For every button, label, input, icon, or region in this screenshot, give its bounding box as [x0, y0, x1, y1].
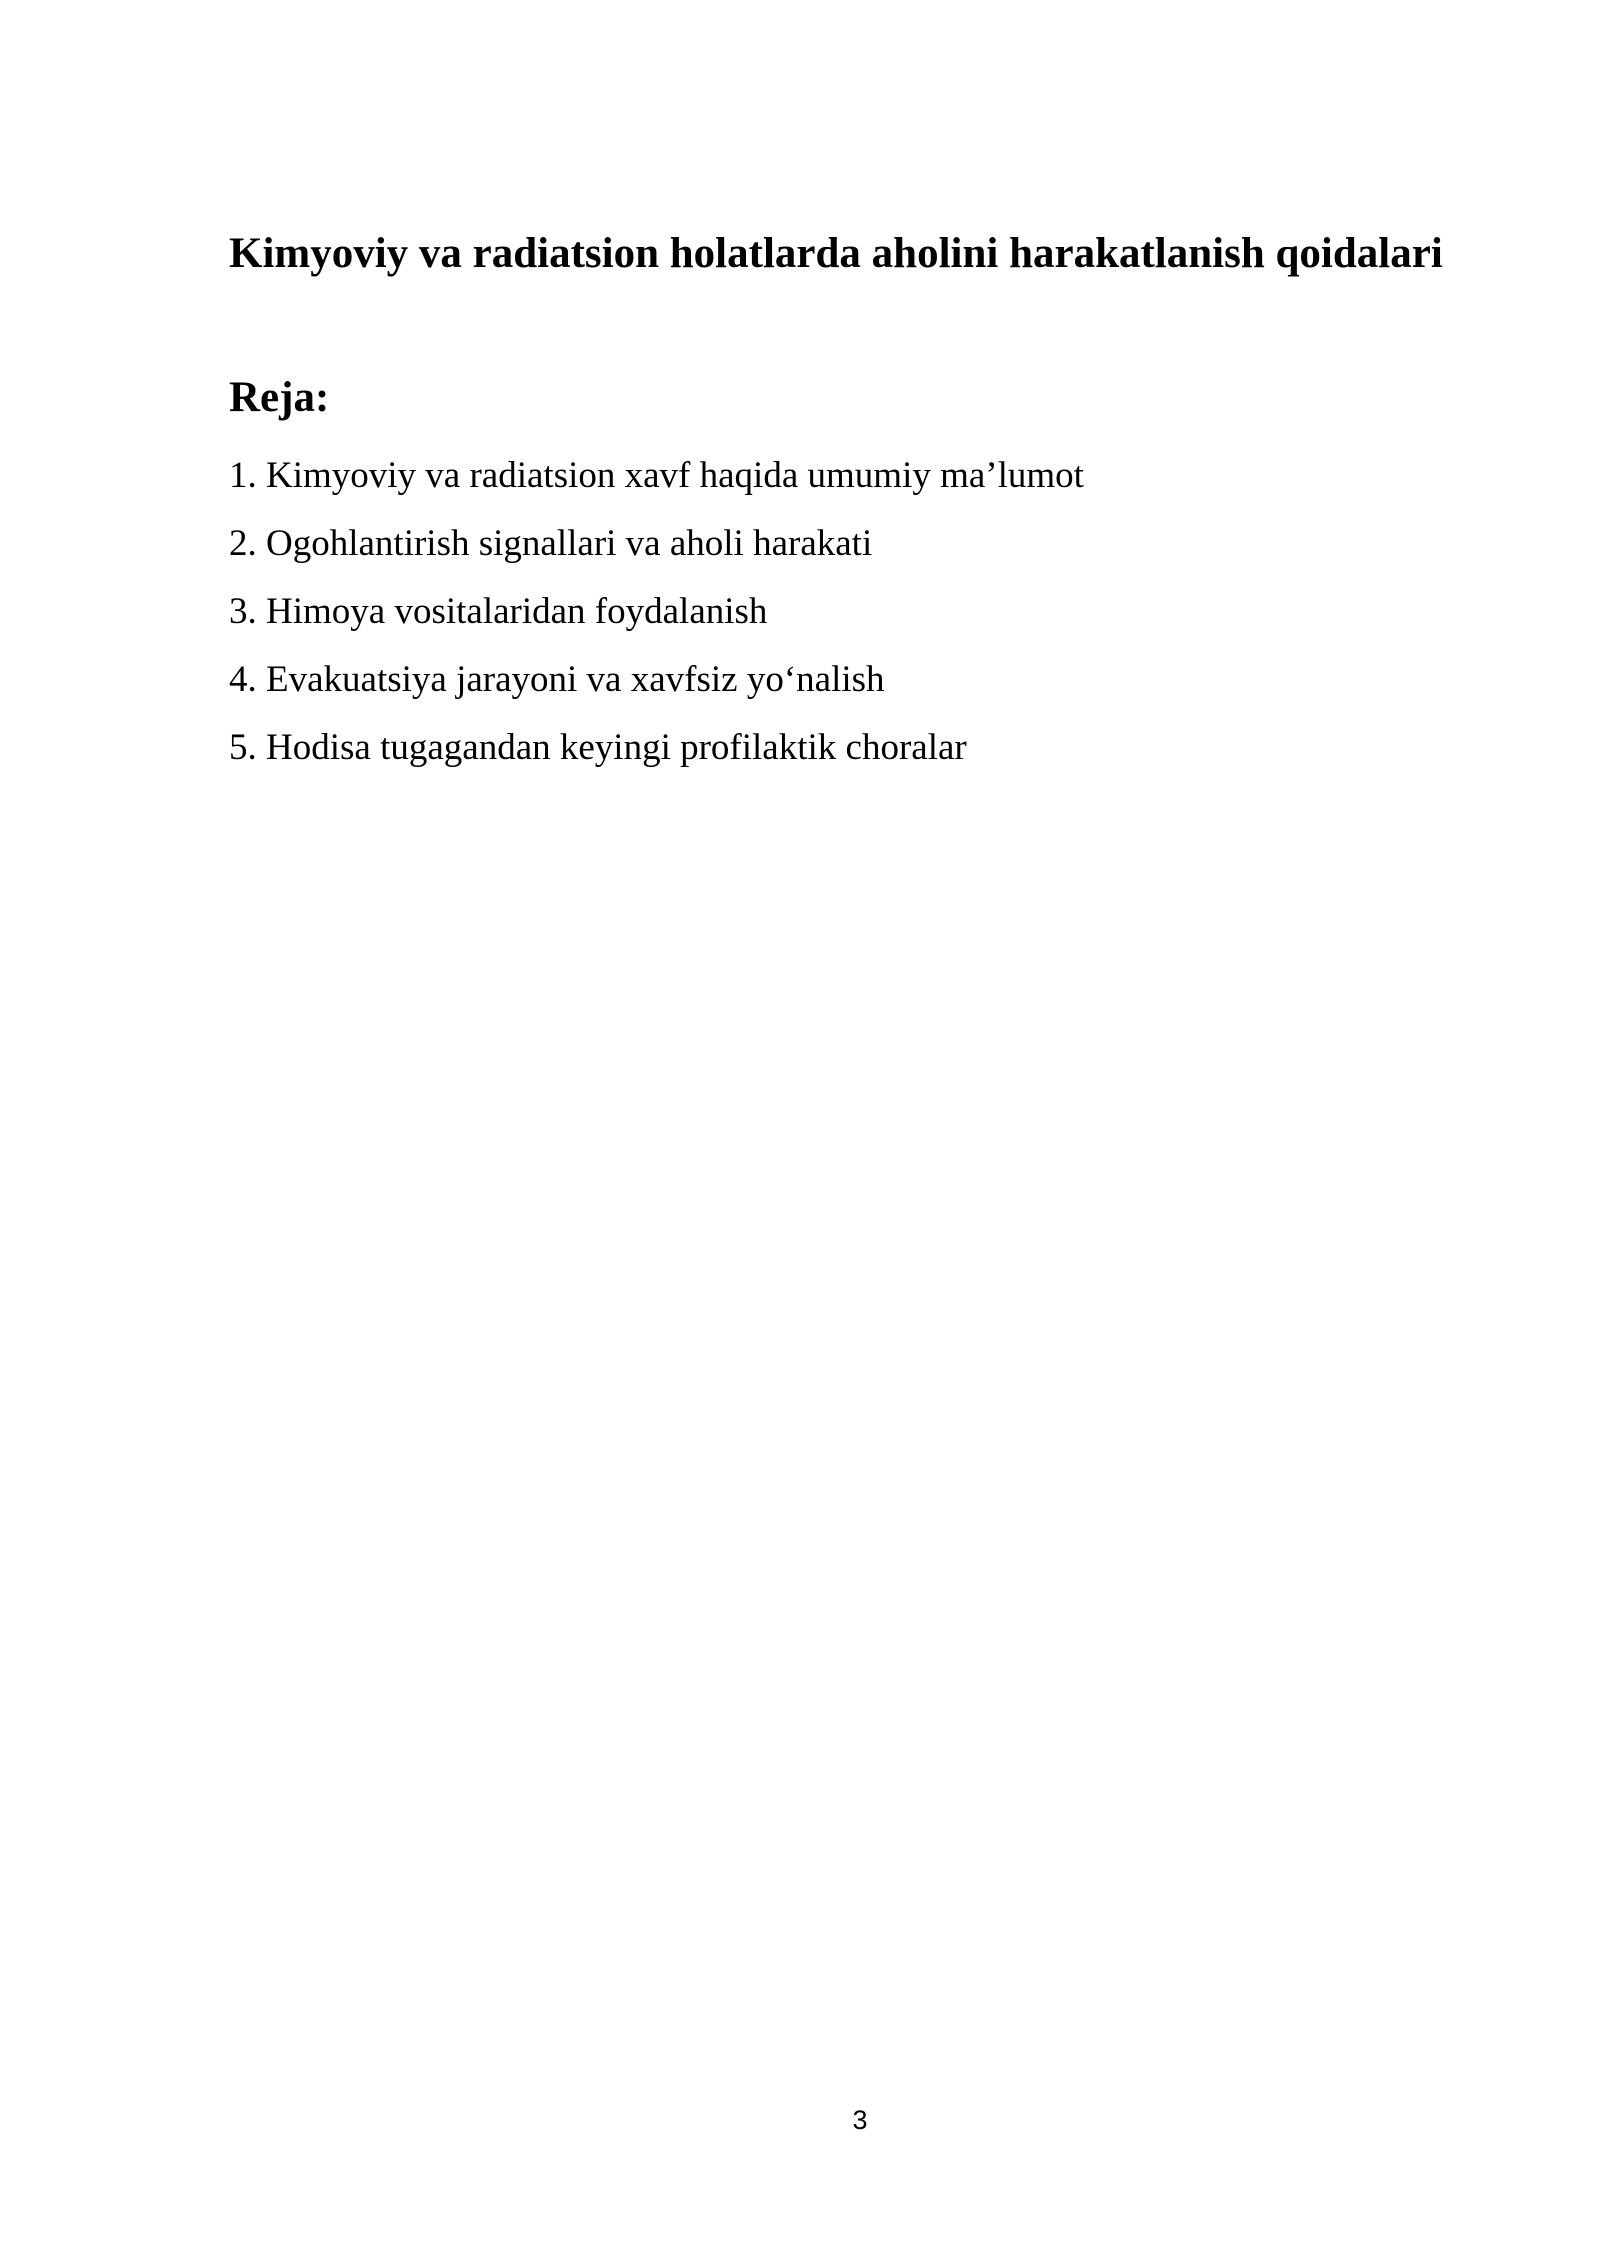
page-number: 3 [852, 2105, 868, 2135]
plan-list-item: 4. Evakuatsiya jarayoni va xavfsiz yo‘nalish [229, 659, 885, 700]
plan-list-item: 1. Kimyoviy va radiatsion xavf haqida umumiy ma’lumot [229, 455, 1084, 496]
document-title: Kimyoviy va radiatsion holatlarda aholini harakatlanish qoidalari [229, 230, 1443, 277]
plan-heading: Reja: [229, 374, 330, 421]
plan-list-item: 2. Ogohlantirish signallari va aholi harakati [229, 523, 873, 564]
plan-list-item: 5. Hodisa tugagandan keyingi profilaktik choralar [229, 727, 967, 768]
plan-list-item: 3. Himoya vositalaridan foydalanish [229, 591, 768, 632]
plan-list [229, 442, 1084, 782]
